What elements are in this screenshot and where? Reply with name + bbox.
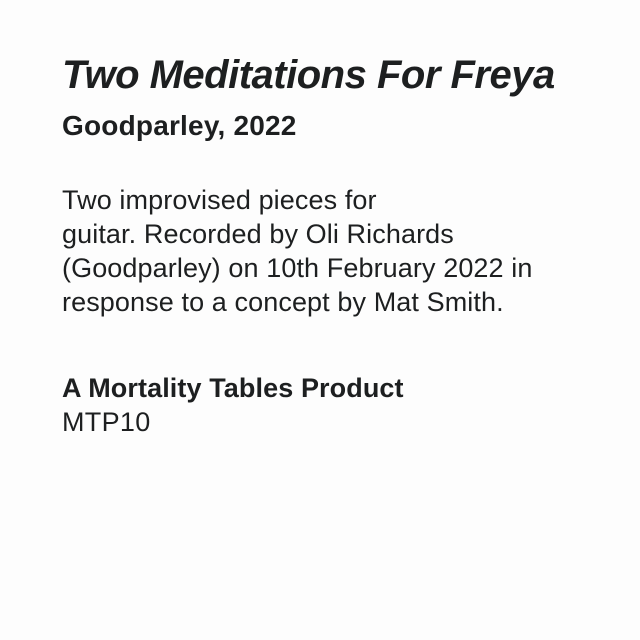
description-line-4: response to a concept by Mat Smith. [62,287,504,317]
footer-catalog-number: MTP10 [62,407,151,437]
release-description [62,183,532,319]
description-line-3: (Goodparley) on 10th February 2022 in [62,253,533,283]
footer-product-label: A Mortality Tables Product [62,373,404,403]
description-line-1: Two improvised pieces for [62,185,377,215]
release-title: Two Meditations For Freya [62,53,555,97]
description-line-2: guitar. Recorded by Oli Richards [62,219,454,249]
release-subtitle: Goodparley, 2022 [62,110,297,141]
